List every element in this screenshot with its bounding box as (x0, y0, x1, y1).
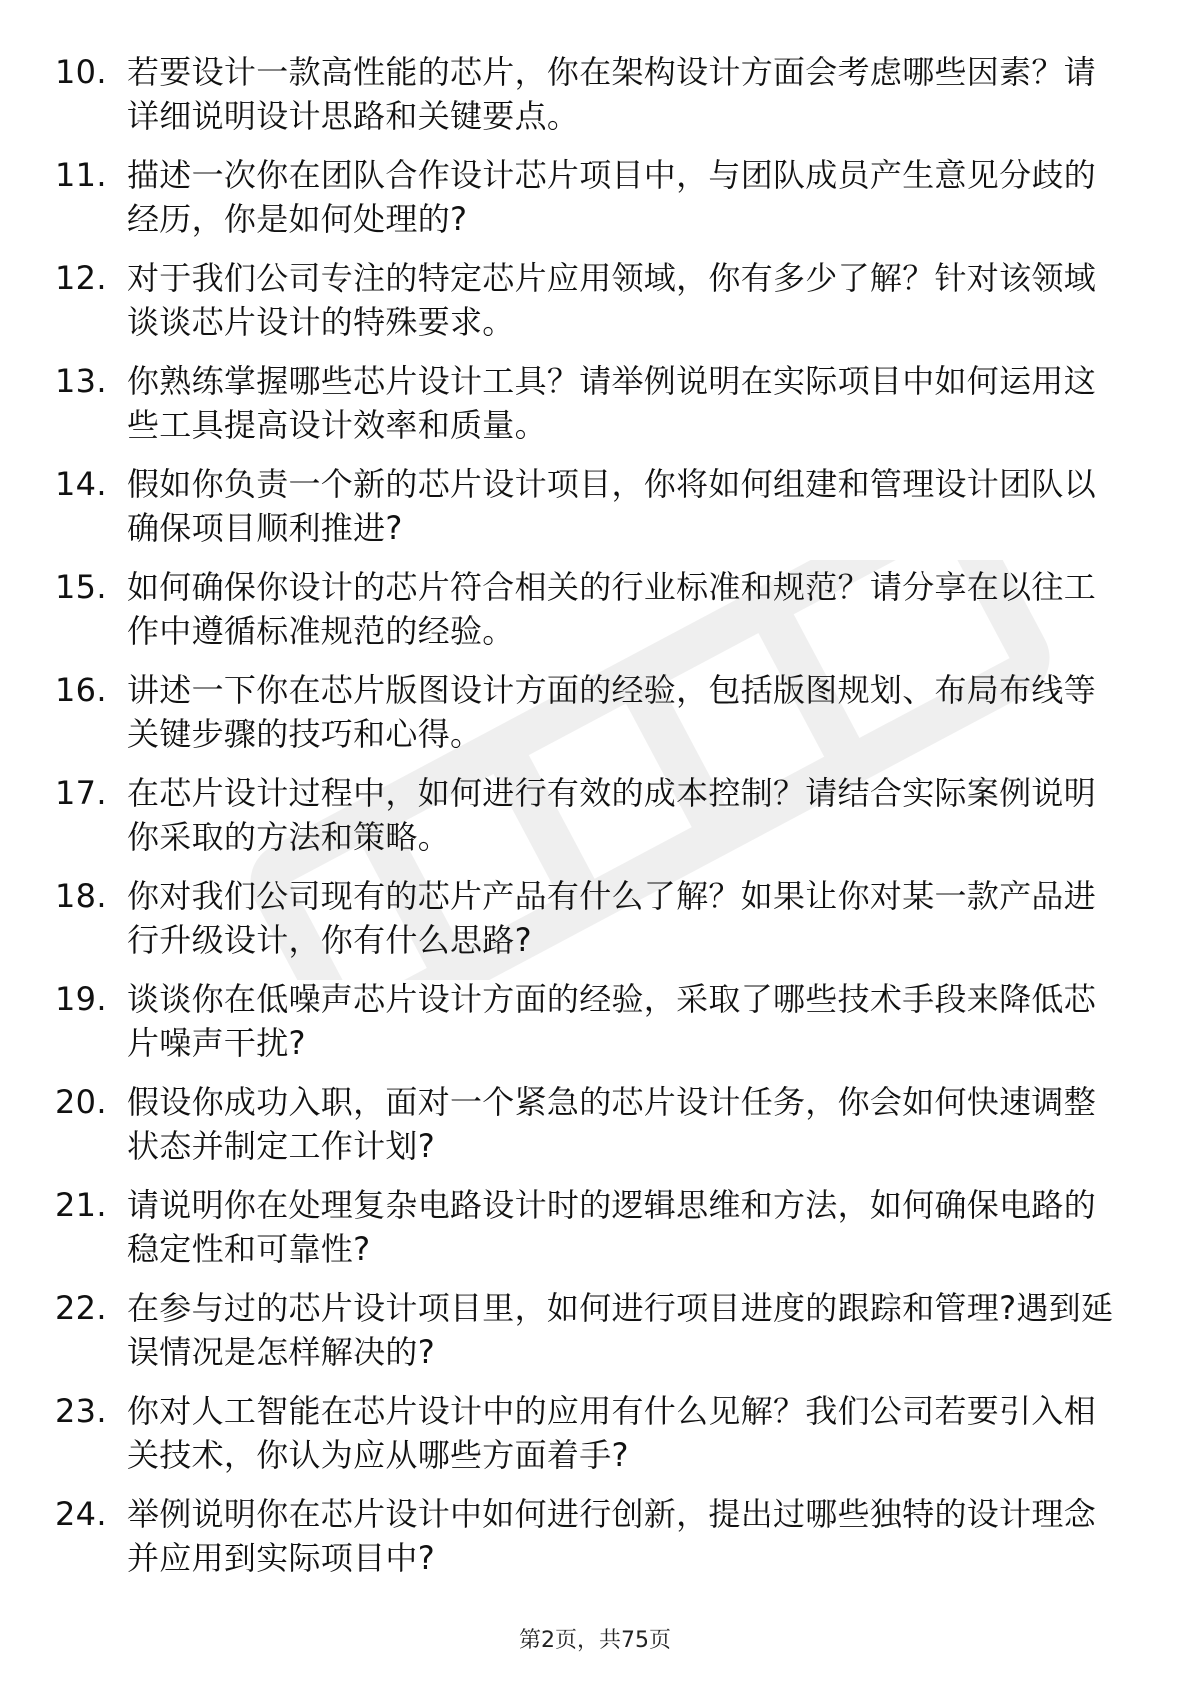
list-item (55, 771, 1115, 859)
list-item (55, 256, 1115, 344)
list-item (55, 359, 1115, 447)
list-item (55, 1492, 1115, 1580)
list-item (55, 668, 1115, 756)
question-text: 谈谈你在低噪声芯片设计方面的经验，采取了哪些技术手段来降低芯片噪声干扰? (127, 980, 1097, 1062)
question-text: 若要设计一款高性能的芯片，你在架构设计方面会考虑哪些因素？请详细说明设计思路和关键要点。 (127, 53, 1097, 135)
question-text: 在参与过的芯片设计项目里，如何进行项目进度的跟踪和管理?遇到延误情况是怎样解决的? (127, 1289, 1114, 1371)
question-number: 12. (55, 259, 107, 297)
question-number: 17. (55, 774, 107, 812)
list-item (55, 1183, 1115, 1271)
question-text: 你熟练掌握哪些芯片设计工具？请举例说明在实际项目中如何运用这些工具提高设计效率和质量。 (127, 362, 1097, 444)
question-number: 14. (55, 465, 107, 503)
question-number: 16. (55, 671, 107, 709)
question-number: 15. (55, 568, 107, 606)
list-item (55, 1080, 1115, 1168)
question-number: 24. (55, 1495, 107, 1533)
list-item (55, 1286, 1115, 1374)
question-text: 对于我们公司专注的特定芯片应用领域，你有多少了解？针对该领域谈谈芯片设计的特殊要求。 (127, 259, 1097, 341)
list-item (55, 462, 1115, 550)
question-number: 23. (55, 1392, 107, 1430)
list-item (55, 977, 1115, 1065)
question-text: 你对人工智能在芯片设计中的应用有什么见解？我们公司若要引入相关技术，你认为应从哪些方面着手? (127, 1392, 1097, 1474)
list-item (55, 50, 1115, 138)
question-list (55, 50, 1115, 1595)
question-text: 假如你负责一个新的芯片设计项目，你将如何组建和管理设计团队以确保项目顺利推进? (127, 465, 1097, 547)
question-number: 19. (55, 980, 107, 1018)
page-number-footer: 第2页，共75页 (519, 1628, 671, 1653)
question-text: 你对我们公司现有的芯片产品有什么了解？如果让你对某一款产品进行升级设计，你有什么思路? (127, 877, 1097, 959)
list-item (55, 565, 1115, 653)
question-text: 假设你成功入职，面对一个紧急的芯片设计任务，你会如何快速调整状态并制定工作计划? (127, 1083, 1097, 1165)
question-text: 如何确保你设计的芯片符合相关的行业标准和规范？请分享在以往工作中遵循标准规范的经验。 (127, 568, 1097, 650)
question-number: 11. (55, 156, 107, 194)
list-item (55, 153, 1115, 241)
question-number: 21. (55, 1186, 107, 1224)
list-item (55, 874, 1115, 962)
question-text: 请说明你在处理复杂电路设计时的逻辑思维和方法，如何确保电路的稳定性和可靠性? (127, 1186, 1097, 1268)
question-number: 18. (55, 877, 107, 915)
question-text: 描述一次你在团队合作设计芯片项目中，与团队成员产生意见分歧的经历，你是如何处理的? (127, 156, 1097, 238)
question-text: 在芯片设计过程中，如何进行有效的成本控制？请结合实际案例说明你采取的方法和策略。 (127, 774, 1097, 856)
list-item (55, 1389, 1115, 1477)
question-number: 10. (55, 53, 107, 91)
question-number: 20. (55, 1083, 107, 1121)
question-text: 讲述一下你在芯片版图设计方面的经验，包括版图规划、布局布线等关键步骤的技巧和心得。 (127, 671, 1097, 753)
question-number: 13. (55, 362, 107, 400)
question-text: 举例说明你在芯片设计中如何进行创新，提出过哪些独特的设计理念并应用到实际项目中? (127, 1495, 1097, 1577)
question-number: 22. (55, 1289, 107, 1327)
